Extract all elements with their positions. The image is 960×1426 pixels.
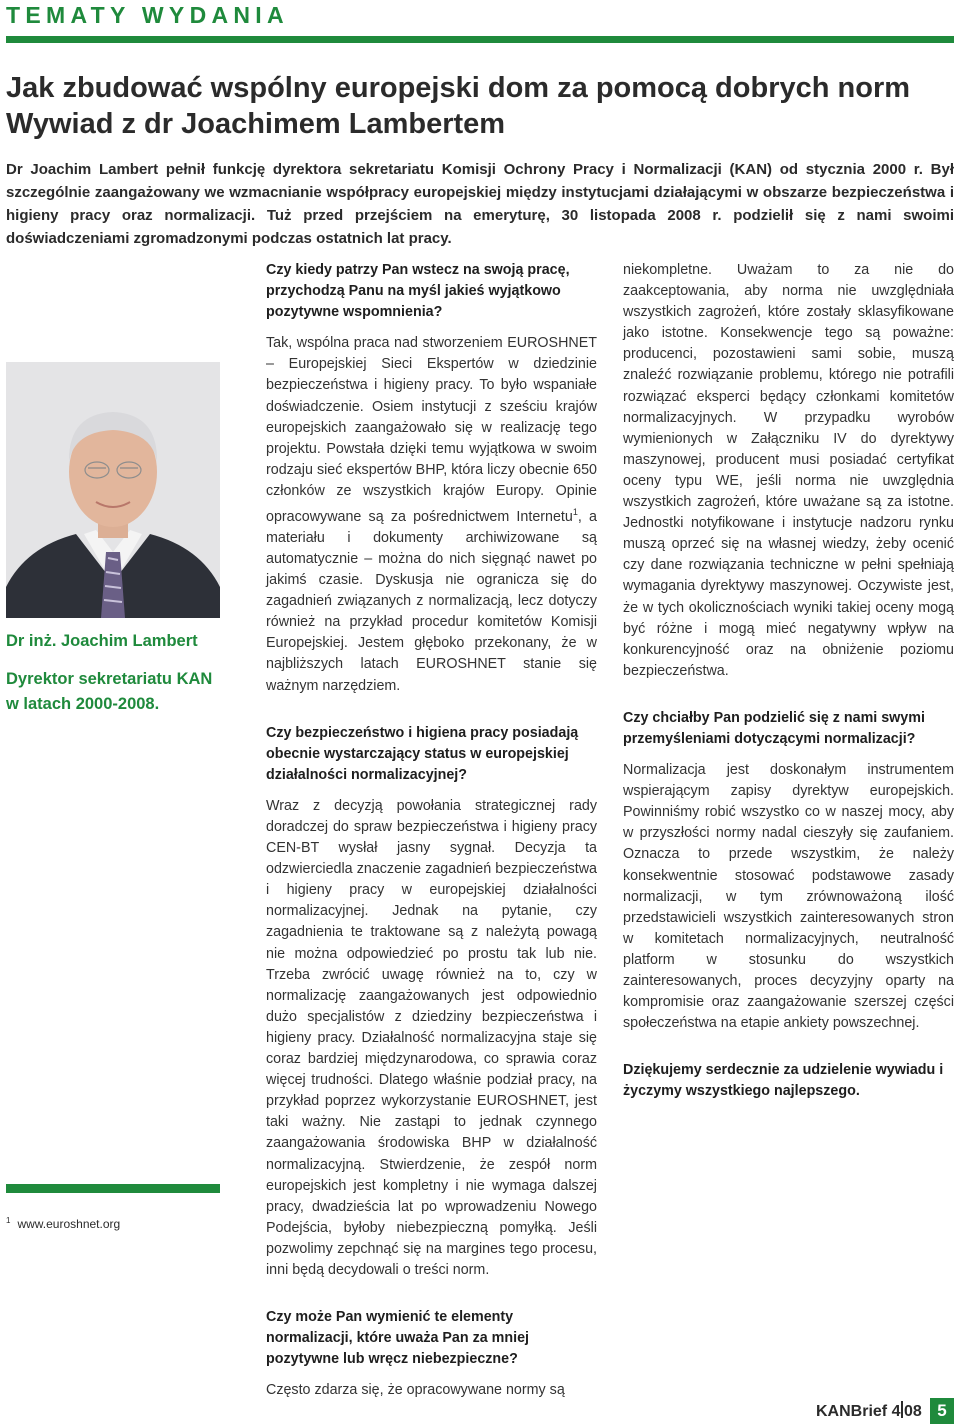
title-line-2: Wywiad z dr Joachimem Lambertem bbox=[6, 108, 506, 140]
issue-separator bbox=[901, 1401, 903, 1418]
footnote-number: 1 bbox=[6, 1216, 11, 1225]
question-3: Czy może Pan wymienić te elementy normalizacji, które uważa Pan za mniej pozytywne lub wręcz niebezpieczne? bbox=[266, 1309, 529, 1368]
publication-brand bbox=[816, 1401, 922, 1421]
issue-number: 4 bbox=[891, 1403, 901, 1420]
answer-3-continued: niekompletne. Uważam to za nie do zaakceptowania, aby norma nie uwzględniała wszystkich zagrożeń, które zostały sklasyfikowane jako istotne. Konsekwencje tego są poważne: producenci, pozostawieni sami sobie, muszą znaleźć rozwiązanie problemu, którego nie potrafili rozwiązać eksperci będący członkami komitetów normalizacyjnych. W przypadku wyrobów wymienionych w Załączniku IV do dyrektywy maszynowej, producent musi posiadać certyfikat oceny typu WE, jeśli norma nie uwzględnia wszystkich zagrożeń, które uważane są za istotne. Jednostki notyfikowane i instytucje nadzoru rynku muszą oprzeć się na własnej wiedzy, żeby ocenić czy dane rozwiązania techniczne w pełni spełniają wymagania dyrektywy maszynowej. Oczywiste jest, że w tych okolicznościach wyniki takiej oceny mogą być różne i mogą mieć negatywny wpływ na konkurencyjność oraz na obniżenie poziomu bezpieczeństwa. bbox=[623, 262, 954, 679]
footnote-reference: 1 bbox=[572, 507, 578, 518]
issue-year: 08 bbox=[903, 1403, 922, 1420]
answer-1 bbox=[266, 333, 597, 696]
closing-statement: Dziękujemy serdecznie za udzielenie wywiadu i życzymy wszystkiego najlepszego. bbox=[623, 1062, 944, 1100]
photo-caption-name: Dr inż. Joachim Lambert bbox=[6, 632, 198, 650]
header-divider bbox=[6, 36, 954, 43]
answer-2: Wraz z decyzją powołania strategicznej rady doradczej do spraw bezpieczeństwa i higieny pracy CEN-BT wysłał jasny sygnał. Decyzja ta odzwierciedla znaczenie zagadnień bezpieczeństwa i higieny pracy w europejskiej działalności normalizacyjnej. Jednak na pytanie, czy zagadnienia te traktowane są z należytą powagą nie można odpowiedzieć po prostu tak lub nie. Trzeba zwrócić uwagę również na to, czy w normalizację zaangażowanych jest odpowiednio dużo specjalistów z dziedziny bezpieczeństwa i higieny pracy. Działalność normalizacyjna staje się coraz bardziej międzynarodowa, co sprawia coraz więcej trudności. Dlatego właśnie podział pracy, na przykład poprzez wykorzystanie EUROSHNET, jest taki ważny. Nie zastąpi to jednak czynnego zaangażowania środowiska BHP w działalność normalizacyjną. Stwierdzenie, że zespół norm europejskich jest kompletny i nie wymaga dalszej pracy, dwadzieścia lat po wprowadzeniu Nowego Podejścia, byłoby niebezpieczną pomyłką. Jeśli pozwolimy zepchnąć się na margines tego procesu, inni będą decydowali o treści norm. bbox=[266, 797, 597, 1278]
brand-name: KANBrief bbox=[816, 1403, 888, 1420]
answer-1-part-2: , a materiału i dokumenty archiwizowane są automatycznie – można do nich sięgnąć nawet po jakimś czasie. Dyskusja nie ogranicza się do zagadnień związanych z normalizacją, lecz dotyczy również na przykład procedur komitetów Komisji Europejskiej. Jestem głęboko przekonany, że w najbliższych latach EUROSHNET stanie się ważnym narzędziem. bbox=[266, 508, 597, 694]
question-2: Czy bezpieczeństwo i higiena pracy posiadają obecnie wystarczający status w europejskiej działalności normalizacyjnej? bbox=[266, 724, 579, 783]
question-4: Czy chciałby Pan podzielić się z nami swymi przemyśleniami dotyczącymi normalizacji? bbox=[623, 709, 925, 747]
footnote-divider bbox=[6, 1184, 220, 1193]
article-column-2 bbox=[266, 260, 597, 1401]
article-title bbox=[6, 70, 910, 142]
title-line-1: Jak zbudować wspólny europejski dom za pomocą dobrych norm bbox=[6, 72, 911, 104]
answer-3-start: Często zdarza się, że opracowywane normy są bbox=[266, 1382, 565, 1399]
answer-1-part-1: Tak, wspólna praca nad stworzeniem EUROSHNET – Europejskiej Sieci Ekspertów w dziedzinie bezpieczeństwa i higieny pracy. To było wspaniałe doświadczenie. Osiem instytucji z sześciu krajów europejskich zaangażowało się w realizację tego projektu. Powstała dzięki temu wyjątkowa w swoim rodzaju sieć ekspertów BHP, która liczy obecnie 650 członków ze wszystkich krajów Europy. Opinie opracowywane są za pośrednictwem Internetu bbox=[266, 335, 597, 525]
photo-caption-role: Dyrektor sekretariatu KAN w latach 2000-2008. bbox=[6, 670, 213, 713]
article-intro: Dr Joachim Lambert pełnił funkcję dyrektora sekretariatu Komisji Ochrony Pracy i Normalizacji (KAN) od stycznia 2000 r. Był szczególnie zaangażowany we wzmacnianie współpracy europejskiej między instytucjami działającymi w obszarze bezpieczeństwa i higieny pracy oraz normalizacji. Tuż przed przejściem na emeryturę, 30 listopada 2008 r. podzielił się z nami swoimi doświadczeniami zgromadzonymi podczas ostatnich lat pracy. bbox=[6, 161, 954, 247]
answer-4: Normalizacja jest doskonałym instrumentem wspierającym zapisy dyrektyw europejskich. Powinniśmy robić wszystko co w naszej mocy, aby w przyszłości normy nadal cieszyły się zaufaniem. Oznacza to przede wszystkim, że należy konsekwentnie stosować podstawowe zasady normalizacji, w tym zrównoważoną ilość przedstawicieli wszystkich zainteresowanych stron w komitetach normalizacyjnych, neutralność platform w stosunku do wszystkich zainteresowanych, proces decyzyjny oparty na kompromisie oraz zaangażowanie szerszej części społeczeństwa na etapie ankiety powszechnej. bbox=[623, 762, 954, 1032]
article-column-3 bbox=[623, 260, 954, 1112]
portrait-photo bbox=[6, 362, 220, 618]
portrait-illustration bbox=[6, 362, 220, 618]
question-1: Czy kiedy patrzy Pan wstecz na swoją pracę, przychodzą Panu na myśl jakieś wyjątkowo pozytywne wspomnienia? bbox=[266, 262, 570, 321]
section-label: TEMATY WYDANIA bbox=[6, 2, 289, 28]
page-number: 5 bbox=[930, 1398, 954, 1424]
footnote-link[interactable]: www.euroshnet.org bbox=[17, 1217, 121, 1231]
footnote bbox=[6, 1216, 120, 1231]
